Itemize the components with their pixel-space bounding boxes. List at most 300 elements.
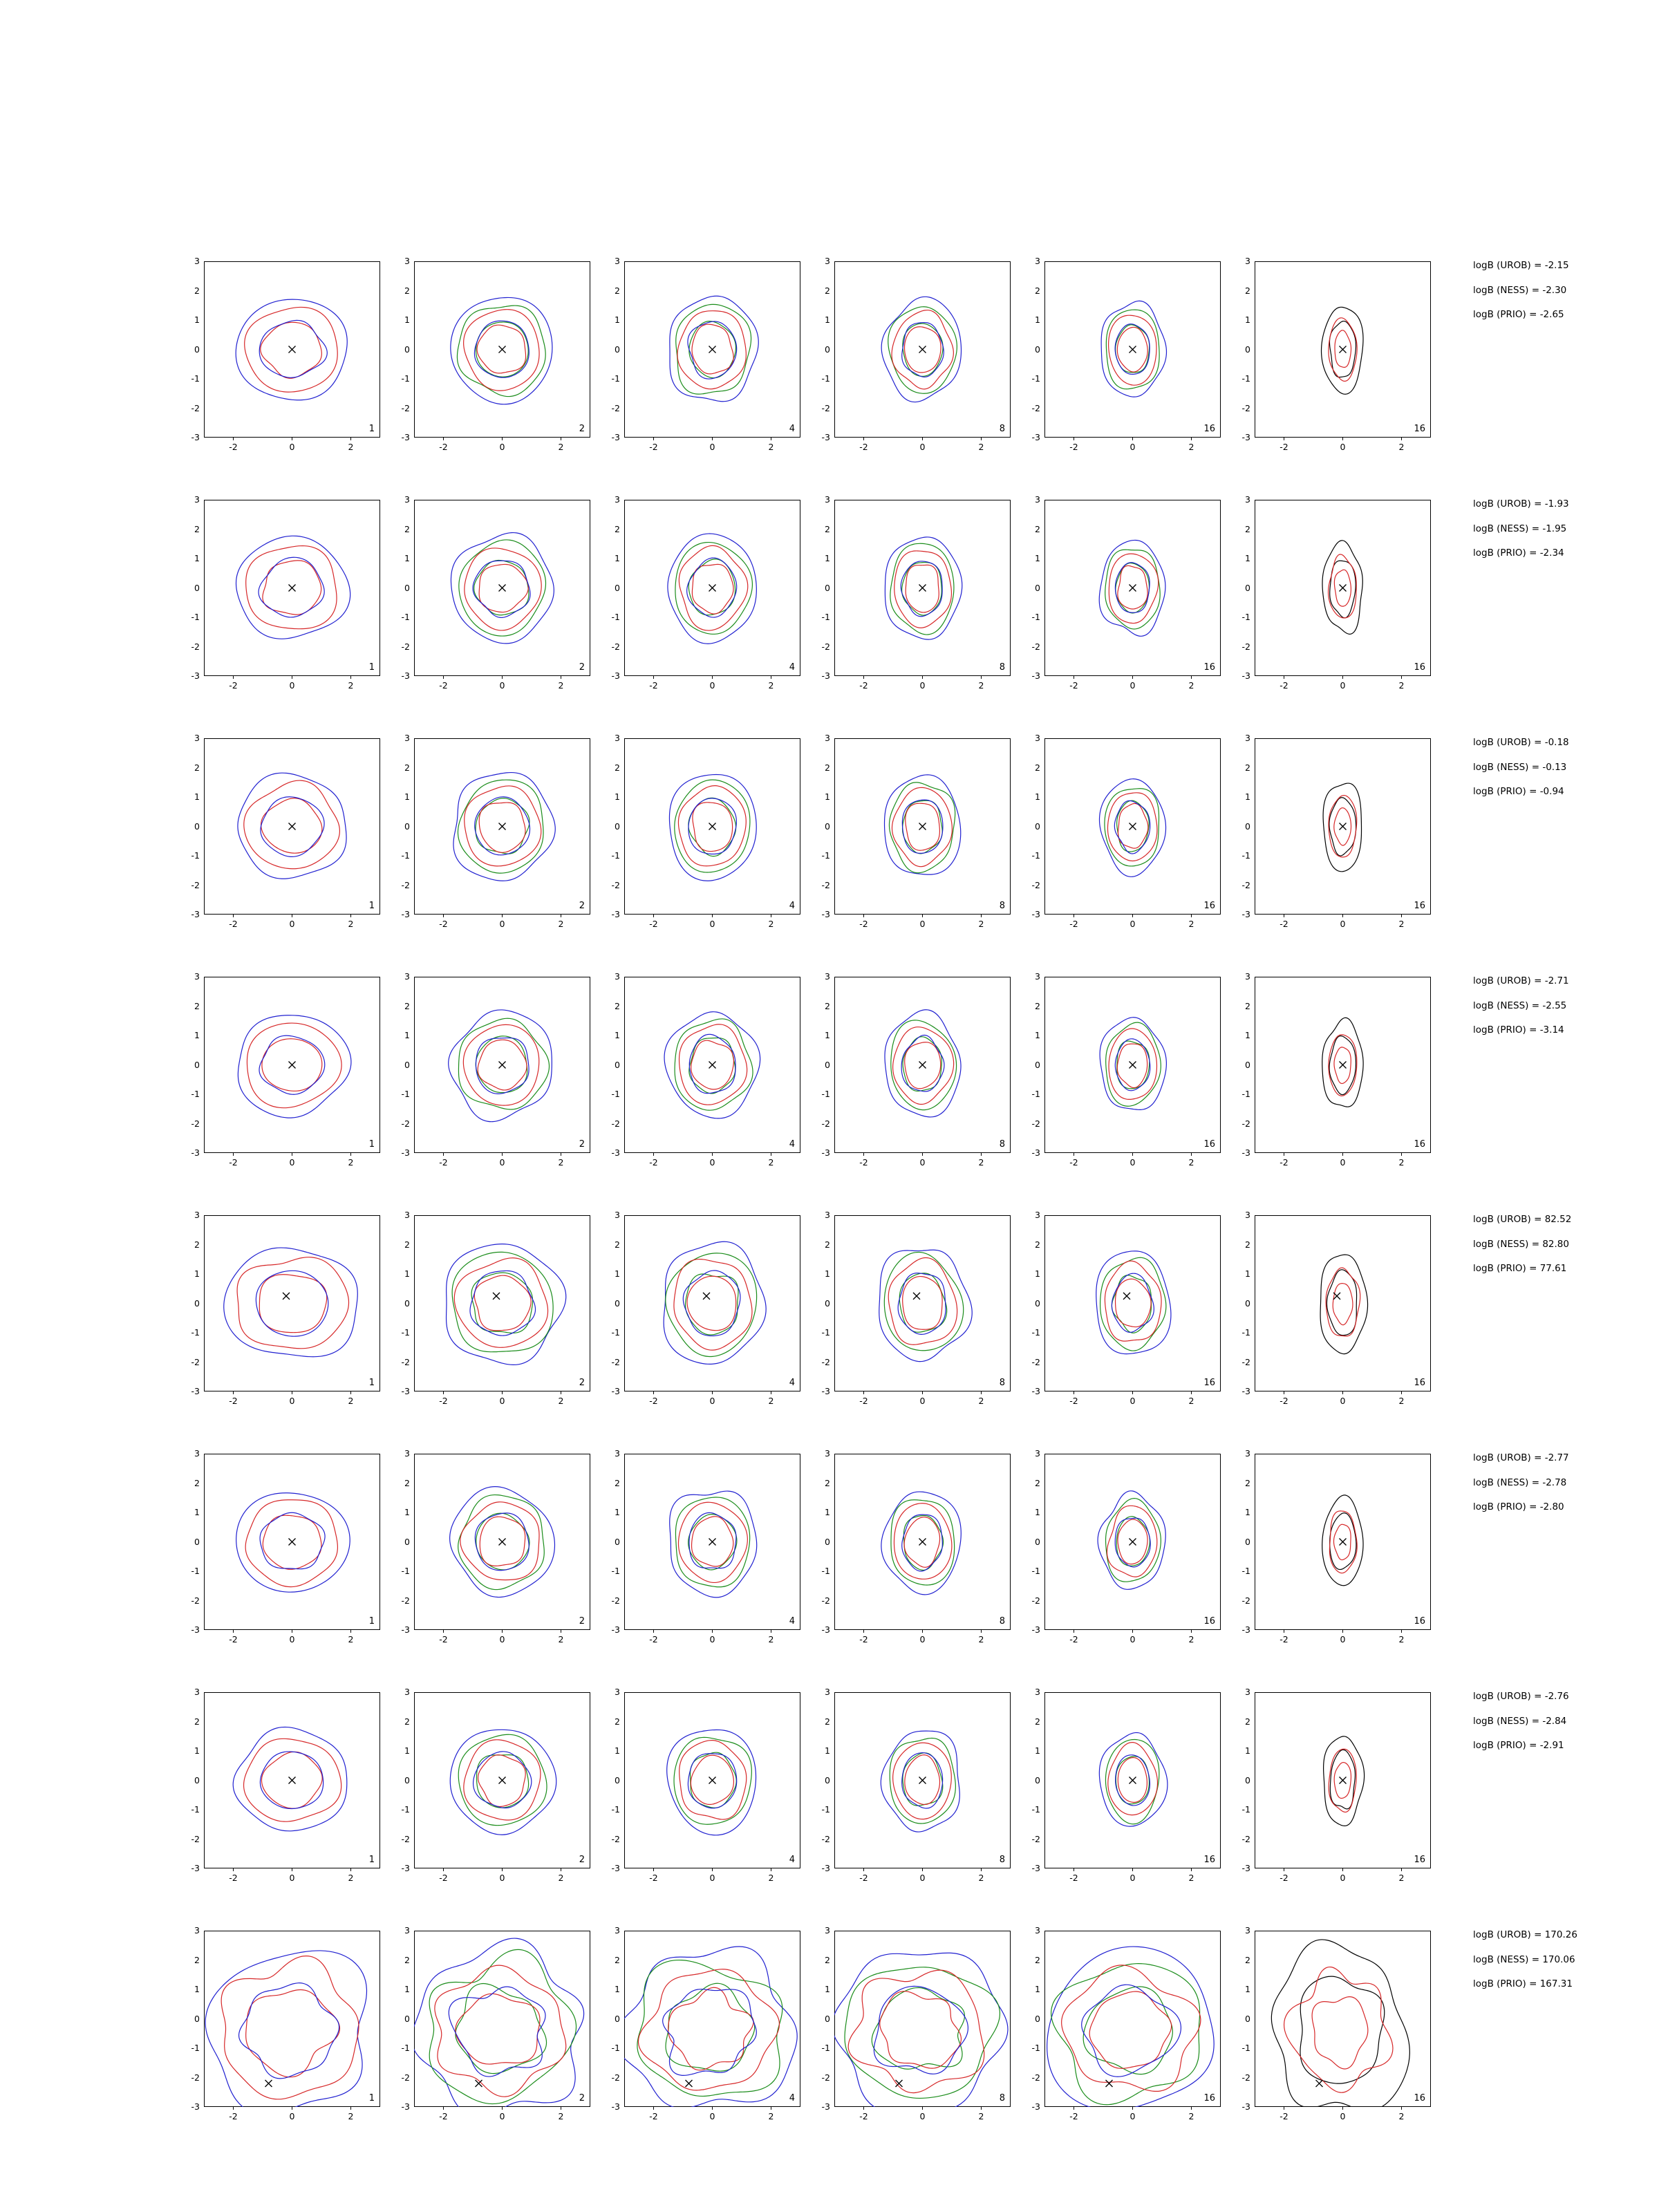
row-logb-annotations xyxy=(1473,500,1659,574)
y-tick-label: -1 xyxy=(1241,1327,1250,1338)
y-tick-label: 0 xyxy=(825,1774,830,1785)
x-tick-label: 2 xyxy=(558,442,564,452)
x-tick-label: -2 xyxy=(439,1396,448,1406)
y-tick-label: 1 xyxy=(825,1984,830,1994)
y-tick-label: -3 xyxy=(611,2101,620,2112)
x-tick-label: 2 xyxy=(1188,1873,1194,1883)
contour-panel xyxy=(821,1925,1011,2121)
x-tick-label: 0 xyxy=(919,919,926,929)
logb-annotation: logB (PRIO) = -2.34 xyxy=(1473,547,1564,559)
y-tick-label: 0 xyxy=(615,344,620,355)
contour-panel xyxy=(401,1210,590,1406)
y-tick-label: -3 xyxy=(1241,432,1250,442)
y-tick-label: 0 xyxy=(1035,1059,1040,1070)
x-tick-label: -2 xyxy=(1069,1873,1078,1883)
y-tick-label: -2 xyxy=(401,879,410,890)
y-tick-label: 1 xyxy=(194,1984,200,1994)
x-tick-label: -2 xyxy=(1280,442,1288,452)
y-tick-label: -1 xyxy=(1031,1804,1040,1815)
y-tick-label: 2 xyxy=(1245,1239,1250,1250)
x-tick-label: -2 xyxy=(859,1634,868,1644)
panel-count-label: 2 xyxy=(579,1855,585,1865)
x-tick-label: 2 xyxy=(1188,919,1194,929)
panel-tick-marks xyxy=(624,1215,802,1401)
y-tick-label: 2 xyxy=(404,1716,410,1727)
panel-tick-marks xyxy=(414,261,592,447)
y-tick-label: 2 xyxy=(1245,762,1250,773)
x-tick-label: -2 xyxy=(649,1396,658,1406)
y-tick-label: -1 xyxy=(191,373,200,384)
panel-count-label: 8 xyxy=(999,2093,1005,2103)
y-tick-label: -1 xyxy=(401,1089,410,1099)
y-tick-label: -2 xyxy=(401,1356,410,1367)
contour-panel xyxy=(1031,1925,1221,2121)
y-tick-label: -3 xyxy=(821,432,830,442)
x-tick-label: 2 xyxy=(348,1396,354,1406)
panel-tick-marks xyxy=(834,1454,1012,1640)
y-tick-label: 2 xyxy=(1035,523,1040,534)
y-tick-label: 0 xyxy=(194,1059,200,1070)
contour-panel xyxy=(1241,1687,1431,1883)
y-tick-label: 1 xyxy=(825,553,830,563)
y-tick-label: 2 xyxy=(1035,285,1040,296)
y-tick-label: -3 xyxy=(191,2101,200,2112)
y-tick-label: -3 xyxy=(1031,909,1040,919)
y-tick-label: 3 xyxy=(404,971,410,982)
panel-tick-marks xyxy=(1255,738,1432,924)
panel-count-label: 1 xyxy=(368,424,375,434)
y-tick-label: 3 xyxy=(1035,1210,1040,1220)
y-tick-label: 3 xyxy=(404,733,410,743)
y-tick-label: 1 xyxy=(404,1984,410,1994)
x-tick-label: 2 xyxy=(558,1634,564,1644)
y-tick-label: -1 xyxy=(191,612,200,622)
y-tick-label: 3 xyxy=(615,1210,620,1220)
y-tick-label: 2 xyxy=(825,285,830,296)
x-tick-label: 2 xyxy=(558,680,564,691)
y-tick-label: 2 xyxy=(1245,285,1250,296)
y-tick-label: -2 xyxy=(1241,879,1250,890)
x-tick-label: -2 xyxy=(1280,1157,1288,1168)
x-tick-label: 2 xyxy=(768,1873,774,1883)
y-tick-label: -1 xyxy=(821,1089,830,1099)
x-tick-label: 2 xyxy=(1188,680,1194,691)
y-tick-label: -2 xyxy=(401,1118,410,1129)
y-tick-label: 3 xyxy=(1245,971,1250,982)
panel-count-label: 8 xyxy=(999,901,1005,911)
panel-count-label: 4 xyxy=(789,1855,795,1865)
y-tick-label: -1 xyxy=(611,612,620,622)
y-tick-label: 2 xyxy=(404,523,410,534)
x-tick-label: -2 xyxy=(439,680,448,691)
y-tick-label: -2 xyxy=(191,1595,200,1606)
contour-panel xyxy=(821,971,1011,1168)
y-tick-label: 1 xyxy=(825,315,830,325)
y-tick-label: -1 xyxy=(611,2043,620,2053)
x-tick-label: -2 xyxy=(1069,1157,1078,1168)
x-tick-label: 2 xyxy=(1398,680,1405,691)
x-tick-label: -2 xyxy=(1280,2111,1288,2121)
y-tick-label: 1 xyxy=(404,553,410,563)
y-tick-label: 3 xyxy=(615,733,620,743)
contour-panel xyxy=(401,733,590,929)
panel-tick-marks xyxy=(624,977,802,1163)
x-tick-label: 0 xyxy=(919,1873,926,1883)
y-tick-label: -3 xyxy=(1031,432,1040,442)
y-tick-label: 3 xyxy=(825,1925,830,1936)
x-tick-label: 2 xyxy=(978,1396,984,1406)
y-tick-label: 1 xyxy=(194,1745,200,1756)
x-tick-label: 0 xyxy=(1130,1157,1136,1168)
y-tick-label: -3 xyxy=(1031,671,1040,681)
row-logb-annotations xyxy=(1473,738,1659,812)
y-tick-label: -3 xyxy=(1031,1624,1040,1635)
y-tick-label: 0 xyxy=(1245,582,1250,593)
panel-tick-marks xyxy=(204,1692,382,1878)
y-tick-label: -3 xyxy=(191,1147,200,1158)
x-tick-label: -2 xyxy=(649,1634,658,1644)
x-tick-label: 0 xyxy=(289,680,295,691)
y-tick-label: 0 xyxy=(404,1774,410,1785)
x-tick-label: 2 xyxy=(348,2111,354,2121)
x-tick-label: -2 xyxy=(859,919,868,929)
y-tick-label: -1 xyxy=(821,1327,830,1338)
x-tick-label: 0 xyxy=(709,1157,715,1168)
y-tick-label: 2 xyxy=(1035,1477,1040,1488)
y-tick-label: -2 xyxy=(821,1356,830,1367)
logb-annotation: logB (NESS) = -1.95 xyxy=(1473,523,1567,534)
panel-tick-marks xyxy=(1255,1931,1432,2117)
x-tick-label: -2 xyxy=(859,1157,868,1168)
y-tick-label: 1 xyxy=(825,1268,830,1279)
y-tick-label: 3 xyxy=(1245,1448,1250,1459)
y-tick-label: 2 xyxy=(194,1239,200,1250)
y-tick-label: -3 xyxy=(1241,909,1250,919)
x-tick-label: 2 xyxy=(348,1634,354,1644)
x-tick-label: 0 xyxy=(499,2111,505,2121)
panel-count-label: 16 xyxy=(1414,1378,1425,1388)
x-tick-label: 2 xyxy=(768,1634,774,1644)
y-tick-label: 1 xyxy=(194,791,200,802)
y-tick-label: -2 xyxy=(1241,641,1250,652)
y-tick-label: -3 xyxy=(1241,1624,1250,1635)
contour-panel xyxy=(611,1925,800,2121)
y-tick-label: 2 xyxy=(615,1716,620,1727)
y-tick-label: 1 xyxy=(825,1745,830,1756)
y-tick-label: 2 xyxy=(1245,523,1250,534)
x-tick-label: -2 xyxy=(859,442,868,452)
logb-annotation: logB (NESS) = 170.06 xyxy=(1473,1953,1575,1965)
x-tick-label: -2 xyxy=(439,1873,448,1883)
row-logb-annotations xyxy=(1473,1692,1659,1766)
logb-annotation: logB (UROB) = -2.15 xyxy=(1473,260,1569,271)
y-tick-label: -2 xyxy=(1031,1595,1040,1606)
y-tick-label: 3 xyxy=(1035,494,1040,505)
y-tick-label: 1 xyxy=(404,1507,410,1517)
y-tick-label: 2 xyxy=(615,1477,620,1488)
panel-count-label: 8 xyxy=(999,1616,1005,1627)
panel-count-label: 16 xyxy=(1203,1378,1215,1388)
x-tick-label: 0 xyxy=(289,442,295,452)
contour-panel xyxy=(191,494,380,691)
x-tick-label: -2 xyxy=(229,1873,238,1883)
contour-panel xyxy=(611,256,800,452)
y-tick-label: -1 xyxy=(821,612,830,622)
y-tick-label: -1 xyxy=(1241,373,1250,384)
x-tick-label: 2 xyxy=(978,442,984,452)
x-tick-label: 2 xyxy=(348,442,354,452)
x-tick-label: -2 xyxy=(1069,1396,1078,1406)
y-tick-label: -2 xyxy=(821,2072,830,2083)
y-tick-label: 1 xyxy=(615,315,620,325)
y-tick-label: 0 xyxy=(404,582,410,593)
contour-panel xyxy=(401,256,590,452)
y-tick-label: -1 xyxy=(611,1566,620,1576)
y-tick-label: -1 xyxy=(191,1804,200,1815)
x-tick-label: 0 xyxy=(1130,919,1136,929)
x-tick-label: -2 xyxy=(859,1873,868,1883)
y-tick-label: -2 xyxy=(611,641,620,652)
panel-tick-marks xyxy=(1044,1215,1222,1401)
x-tick-label: 2 xyxy=(348,680,354,691)
x-tick-label: -2 xyxy=(859,2111,868,2121)
contour-panel xyxy=(401,1687,590,1883)
panel-tick-marks xyxy=(624,261,802,447)
y-tick-label: 2 xyxy=(194,762,200,773)
y-tick-label: 3 xyxy=(1245,733,1250,743)
y-tick-label: 1 xyxy=(1245,553,1250,563)
panel-tick-marks xyxy=(204,1931,382,2117)
y-tick-label: -1 xyxy=(191,850,200,861)
x-tick-label: -2 xyxy=(229,919,238,929)
y-tick-label: -2 xyxy=(1031,1356,1040,1367)
y-tick-label: -1 xyxy=(191,2043,200,2053)
x-tick-label: -2 xyxy=(1069,442,1078,452)
y-tick-label: 3 xyxy=(194,971,200,982)
panel-tick-marks xyxy=(1044,261,1222,447)
y-tick-label: -3 xyxy=(611,1863,620,1873)
x-tick-label: 0 xyxy=(1130,1634,1136,1644)
y-tick-label: 0 xyxy=(825,821,830,832)
x-tick-label: -2 xyxy=(439,2111,448,2121)
panel-tick-marks xyxy=(414,1692,592,1878)
panel-row xyxy=(0,733,1659,929)
y-tick-label: 2 xyxy=(404,1954,410,1965)
y-tick-label: 2 xyxy=(825,1000,830,1011)
contour-panel xyxy=(611,1687,800,1883)
y-tick-label: -3 xyxy=(821,1386,830,1396)
y-tick-label: 0 xyxy=(1035,821,1040,832)
y-tick-label: 3 xyxy=(1245,1925,1250,1936)
panel-tick-marks xyxy=(204,1215,382,1401)
y-tick-label: 2 xyxy=(825,1239,830,1250)
panel-row xyxy=(0,494,1659,691)
logb-annotation: logB (PRIO) = -2.80 xyxy=(1473,1501,1564,1512)
x-tick-label: -2 xyxy=(439,1157,448,1168)
x-tick-label: 2 xyxy=(348,1873,354,1883)
panel-count-label: 1 xyxy=(368,901,375,911)
x-tick-label: -2 xyxy=(859,680,868,691)
panel-tick-marks xyxy=(834,1931,1012,2117)
y-tick-label: 2 xyxy=(194,1000,200,1011)
logb-annotation: logB (PRIO) = -2.91 xyxy=(1473,1740,1564,1751)
y-tick-label: 3 xyxy=(615,971,620,982)
panel-tick-marks xyxy=(414,738,592,924)
y-tick-label: -1 xyxy=(191,1327,200,1338)
y-tick-label: 3 xyxy=(404,1210,410,1220)
y-tick-label: -2 xyxy=(821,1595,830,1606)
x-tick-label: -2 xyxy=(1280,1873,1288,1883)
y-tick-label: -2 xyxy=(191,1833,200,1844)
y-tick-label: -3 xyxy=(1241,2101,1250,2112)
x-tick-label: 0 xyxy=(709,1396,715,1406)
panel-tick-marks xyxy=(204,977,382,1163)
x-tick-label: 2 xyxy=(1188,1157,1194,1168)
panel-count-label: 16 xyxy=(1203,424,1215,434)
y-tick-label: -1 xyxy=(1031,850,1040,861)
y-tick-label: 0 xyxy=(1245,1536,1250,1547)
logb-annotation: logB (NESS) = -2.84 xyxy=(1473,1715,1567,1727)
panel-tick-marks xyxy=(624,738,802,924)
y-tick-label: 2 xyxy=(1035,1239,1040,1250)
y-tick-label: 2 xyxy=(1035,1954,1040,1965)
y-tick-label: -2 xyxy=(1031,1118,1040,1129)
panel-tick-marks xyxy=(834,500,1012,686)
y-tick-label: -1 xyxy=(401,1804,410,1815)
y-tick-label: -1 xyxy=(1031,373,1040,384)
x-tick-label: 2 xyxy=(1398,2111,1405,2121)
panel-count-label: 16 xyxy=(1203,662,1215,673)
y-tick-label: 0 xyxy=(1035,344,1040,355)
panel-count-label: 16 xyxy=(1203,1139,1215,1150)
row-logb-annotations xyxy=(1473,977,1659,1051)
x-tick-label: 0 xyxy=(709,1873,715,1883)
y-tick-label: 1 xyxy=(1245,1268,1250,1279)
panel-tick-marks xyxy=(1255,1215,1432,1401)
panel-count-label: 16 xyxy=(1203,1855,1215,1865)
y-tick-label: 0 xyxy=(1245,1774,1250,1785)
y-tick-label: -2 xyxy=(191,402,200,413)
x-tick-label: -2 xyxy=(439,1634,448,1644)
contour-panel xyxy=(191,256,380,452)
y-tick-label: -1 xyxy=(821,2043,830,2053)
y-tick-label: 1 xyxy=(1035,1507,1040,1517)
contour-panel xyxy=(1031,1448,1221,1644)
y-tick-label: 1 xyxy=(404,791,410,802)
panel-tick-marks xyxy=(624,500,802,686)
x-tick-label: -2 xyxy=(1069,1634,1078,1644)
y-tick-label: 0 xyxy=(1245,821,1250,832)
y-tick-label: 0 xyxy=(404,1297,410,1309)
y-tick-label: 3 xyxy=(194,1210,200,1220)
panel-row xyxy=(0,256,1659,452)
y-tick-label: -2 xyxy=(1031,402,1040,413)
x-tick-label: 0 xyxy=(1130,442,1136,452)
y-tick-label: -2 xyxy=(1241,402,1250,413)
y-tick-label: -1 xyxy=(821,373,830,384)
logb-annotation: logB (UROB) = -1.93 xyxy=(1473,498,1569,509)
y-tick-label: 3 xyxy=(615,1448,620,1459)
y-tick-label: 1 xyxy=(1035,791,1040,802)
logb-annotation: logB (UROB) = -2.71 xyxy=(1473,975,1569,986)
y-tick-label: 2 xyxy=(194,1477,200,1488)
x-tick-label: -2 xyxy=(229,1396,238,1406)
panel-count-label: 16 xyxy=(1414,1139,1425,1150)
x-tick-label: 2 xyxy=(978,1873,984,1883)
y-tick-label: 3 xyxy=(825,1687,830,1697)
x-tick-label: -2 xyxy=(1069,919,1078,929)
x-tick-label: 0 xyxy=(289,1396,295,1406)
y-tick-label: 3 xyxy=(1035,256,1040,266)
x-tick-label: 0 xyxy=(1340,1634,1346,1644)
y-tick-label: 2 xyxy=(194,1716,200,1727)
logb-annotation: logB (UROB) = -0.18 xyxy=(1473,737,1569,748)
row-logb-annotations xyxy=(1473,1931,1659,2005)
y-tick-label: -2 xyxy=(611,1118,620,1129)
panel-count-label: 4 xyxy=(789,1616,795,1627)
y-tick-label: 0 xyxy=(404,821,410,832)
y-tick-label: 3 xyxy=(1245,1210,1250,1220)
y-tick-label: 0 xyxy=(194,582,200,593)
y-tick-label: 3 xyxy=(1035,971,1040,982)
x-tick-label: 0 xyxy=(1340,680,1346,691)
contour-panel xyxy=(1031,494,1221,691)
y-tick-label: 3 xyxy=(825,494,830,505)
contour-panel xyxy=(821,1210,1011,1406)
x-tick-label: 2 xyxy=(1188,2111,1194,2121)
logb-annotation: logB (NESS) = -2.78 xyxy=(1473,1477,1567,1488)
panel-tick-marks xyxy=(1044,977,1222,1163)
panel-tick-marks xyxy=(1255,500,1432,686)
contour-panel xyxy=(191,1925,380,2121)
row-logb-annotations xyxy=(1473,261,1659,335)
y-tick-label: -1 xyxy=(191,1566,200,1576)
panel-count-label: 2 xyxy=(579,424,585,434)
y-tick-label: -1 xyxy=(1031,612,1040,622)
y-tick-label: 2 xyxy=(1035,1716,1040,1727)
x-tick-label: 0 xyxy=(1340,1157,1346,1168)
logb-annotation: logB (PRIO) = 77.61 xyxy=(1473,1263,1567,1274)
x-tick-label: 2 xyxy=(1398,1157,1405,1168)
contour-panel xyxy=(1241,971,1431,1168)
x-tick-label: 2 xyxy=(978,1157,984,1168)
y-tick-label: 1 xyxy=(825,1507,830,1517)
y-tick-label: 2 xyxy=(615,285,620,296)
y-tick-label: 2 xyxy=(404,762,410,773)
y-tick-label: -3 xyxy=(611,1386,620,1396)
x-tick-label: 0 xyxy=(1340,2111,1346,2121)
logb-annotation: logB (PRIO) = -0.94 xyxy=(1473,786,1564,797)
y-tick-label: 0 xyxy=(1035,1297,1040,1309)
y-tick-label: 2 xyxy=(1245,1716,1250,1727)
x-tick-label: 0 xyxy=(1340,1873,1346,1883)
y-tick-label: 1 xyxy=(615,1507,620,1517)
y-tick-label: -2 xyxy=(611,879,620,890)
panel-count-label: 16 xyxy=(1414,1855,1425,1865)
y-tick-label: 1 xyxy=(404,1745,410,1756)
row-logb-annotations xyxy=(1473,1215,1659,1289)
y-tick-label: -1 xyxy=(1241,1089,1250,1099)
y-tick-label: 1 xyxy=(194,1030,200,1040)
x-tick-label: -2 xyxy=(1280,680,1288,691)
panel-tick-marks xyxy=(1044,500,1222,686)
x-tick-label: 2 xyxy=(768,680,774,691)
x-tick-label: 2 xyxy=(348,1157,354,1168)
x-tick-label: 2 xyxy=(1188,1634,1194,1644)
logb-annotation: logB (PRIO) = -3.14 xyxy=(1473,1024,1564,1035)
y-tick-label: -1 xyxy=(611,850,620,861)
y-tick-label: -3 xyxy=(1241,1863,1250,1873)
